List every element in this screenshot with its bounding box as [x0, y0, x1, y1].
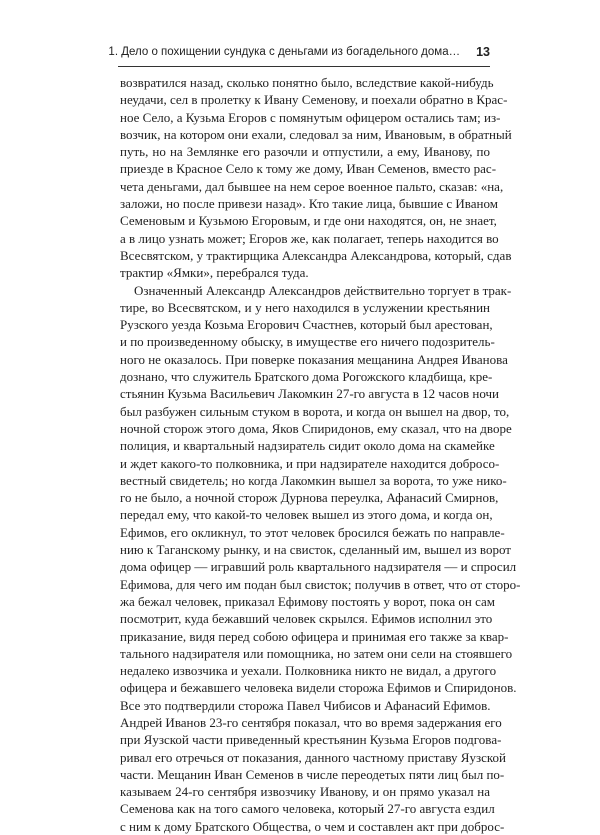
header-rule — [118, 66, 490, 67]
text-line: заложи, но после привези назад». Кто такие лица, бывшие с Иваном — [120, 196, 498, 212]
paragraph — [120, 74, 512, 282]
text-line: части. Мещанин Иван Семенов в числе переодетых пяти лиц был по- — [120, 766, 505, 782]
page-number: 13 — [476, 45, 490, 59]
text-line: тире, во Всесвятском, и у него находился в услужении крестьянин — [120, 299, 490, 315]
text-line: передал ему, что какой-то человек вышел из этого дома, и когда он, — [120, 507, 493, 523]
text-line: и по произведенному обыску, в имуществе его ничего подозритель- — [120, 334, 495, 350]
text-line: ночной сторож этого дома, Яков Спиридонов, ему сказал, что на дворе — [120, 420, 512, 436]
text-line: дознано, что служитель Братского дома Рогожского кладбища, кре- — [120, 369, 493, 385]
text-line: Семеновым и Кузьмою Егоровым, и где они находятся, он, не знает, — [120, 213, 497, 229]
text-line: приезде в Красное Село к тому же дому, Иван Семенов, вместо рас- — [120, 161, 497, 177]
text-line: ривал его отречься от показания, данного частному приставу Яузской — [120, 749, 506, 765]
text-line: го не было, а ночной сторож Дурнова переулка, Афанасий Смирнов, — [120, 490, 499, 506]
text-line: с ним к дому Братского Общества, о чем и составлен акт при доброс- — [120, 818, 505, 834]
text-line: был разбужен сильным стуком в ворота, и когда он вышел на двор, то, — [120, 403, 510, 419]
paragraph — [120, 282, 521, 835]
text-line: стьянин Кузьма Васильевич Лакомкин 27-го августа в 12 часов ночи — [120, 386, 500, 402]
text-line: а в лицо узнать может; Егоров же, как полагает, теперь находится во — [120, 230, 499, 246]
text-line: Семенова как на того самого человека, который 27-го августа ездил — [120, 801, 495, 817]
text-line: казываем 24-го сентября извозчику Иванову, и он прямо указал на — [120, 784, 490, 800]
text-line: недалеко извозчика и уехали. Полковника никто не видал, а другого — [120, 663, 497, 679]
text-line: при Яузской части приведенный крестьянин Кузьма Егоров подговa- — [120, 732, 502, 748]
text-line: жа бежал человек, приказал Ефимову постоять у ворот, пока он сам — [120, 593, 496, 609]
text-line: неудачи, сел в пролетку к Ивану Семенову, и поехали обратно в Крас- — [120, 92, 508, 108]
text-line: посмотрит, куда бежавший человек скрылся. Ефимов исполнил это — [120, 611, 493, 627]
body-text — [120, 74, 521, 835]
text-line: Все это подтвердили сторожа Павел Чибисов и Афанасий Ефимов. — [120, 697, 491, 713]
text-line: Рузского уезда Козьма Егорович Счастнев, который был арестован, — [120, 317, 493, 333]
text-line: и ждет какого-то полковника, и при надзирателе находится добросо- — [120, 455, 500, 471]
text-line: Ефимова, для чего им подан был свисток; получив в ответ, что от сторо- — [120, 576, 521, 592]
text-line: вестный свидетель; но когда Лакомкин вышел за ворота, то уже нико- — [120, 472, 507, 488]
text-line: офицера и бежавшего человека видели сторожа Ефимов и Спиридонов. — [120, 680, 517, 696]
text-line: приказание, видя перед собою офицера и принимая его также за квар- — [120, 628, 509, 644]
text-line: полиция, и квартальный надзиратель сидит около дома на скамейке — [120, 438, 495, 454]
text-line: возчик, на котором они ехали, следовал за ним, Ивановым, в обратный — [120, 126, 512, 142]
text-line: Всесвятском, у трактирщика Александра Александрова, который, сдав — [120, 247, 512, 263]
chapter-title: 1. Дело о похищении сундука с деньгами из богадельного дома… — [108, 46, 461, 58]
text-line: Ефимов, его окликнул, то этот человек бросился бежать по направле- — [120, 524, 505, 540]
text-line: путь, но на Землянке его разочли и отпустили, а ему, Иванову, по — [120, 144, 490, 160]
text-line: трактир «Ямки», перебрался туда. — [120, 265, 309, 281]
text-line: Андрей Иванов 23-го сентября показал, что во время задержания его — [120, 714, 502, 730]
text-line: тального надзирателя или помощника, но затем они сели на стоявшего — [120, 645, 513, 661]
text-line: ное Село, а Кузьма Егоров с помянутым офицером остались там; из- — [120, 109, 501, 125]
text-line: Означенный Александр Александров действительно торгует в трак- — [134, 282, 512, 298]
text-line: ного не оказалось. При поверке показания мещанина Андрея Иванова — [120, 351, 508, 367]
text-line: нию к Таганскому рынку, и на свисток, сделанный им, вышел из ворот — [120, 542, 511, 558]
text-line: дома офицер — игравший роль квартального надзирателя — и спросил — [120, 559, 517, 575]
text-line: возвратился назад, сколько понятно было, вследствие какой-нибудь — [120, 75, 494, 90]
running-header — [108, 42, 490, 62]
text-line: чета деньгами, дал бывшее на нем серое военное пальто, сказав: «на, — [120, 178, 504, 194]
